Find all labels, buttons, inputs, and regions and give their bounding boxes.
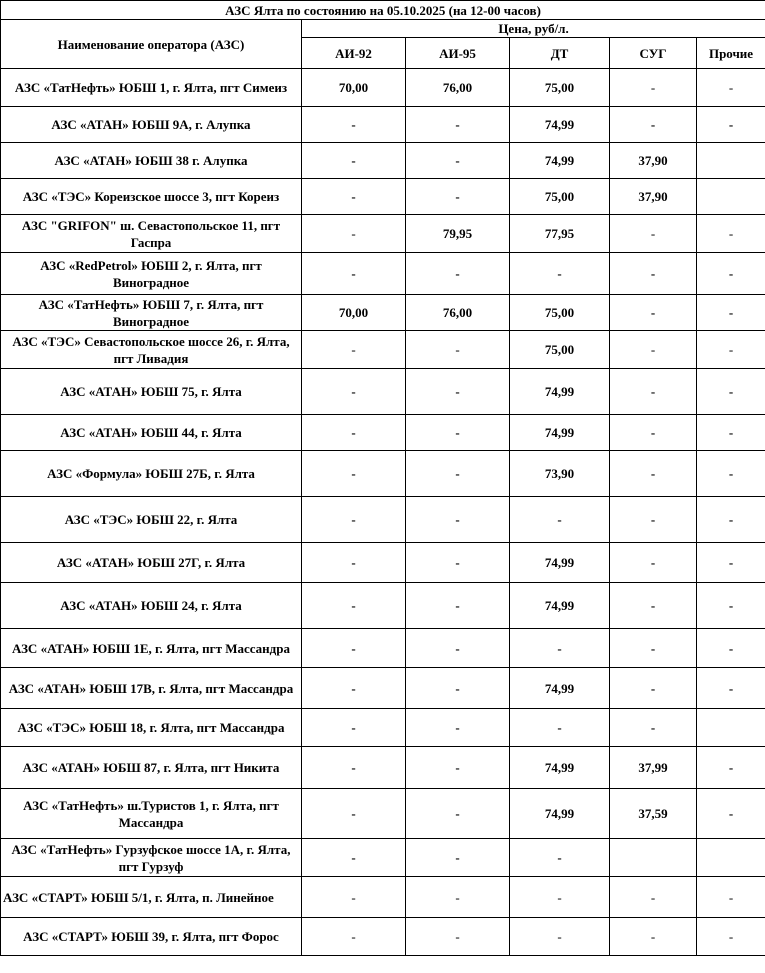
price-cell: - [406, 709, 510, 747]
operator-name-cell: АЗС «ТЭС» ЮБШ 22, г. Ялта [1, 497, 302, 543]
table-row [1, 583, 765, 629]
price-cell: 75,00 [510, 331, 610, 369]
price-cell: - [302, 918, 406, 956]
fuel-header-ai95: АИ-95 [406, 38, 510, 69]
price-cell: - [510, 877, 610, 918]
price-cell [697, 179, 765, 215]
table-row [1, 629, 765, 668]
price-cell: - [302, 331, 406, 369]
price-cell: - [302, 215, 406, 253]
price-cell: 74,99 [510, 143, 610, 179]
price-cell: - [697, 789, 765, 839]
price-cell: 70,00 [302, 295, 406, 331]
table-row [1, 789, 765, 839]
price-cell: - [610, 331, 697, 369]
price-cell: - [510, 839, 610, 877]
price-cell: - [510, 497, 610, 543]
price-cell: - [302, 877, 406, 918]
price-cell: 75,00 [510, 179, 610, 215]
price-cell: - [697, 107, 765, 143]
fuel-header-other: Прочие [697, 38, 765, 69]
operator-name-cell: АЗС «ТатНефть» ш.Туристов 1, г. Ялта, пгт Массандра [1, 789, 302, 839]
price-cell: - [697, 877, 765, 918]
price-cell: - [302, 497, 406, 543]
price-cell: - [697, 69, 765, 107]
table-row [1, 331, 765, 369]
price-cell: - [697, 331, 765, 369]
price-cell: - [406, 497, 510, 543]
price-cell: - [697, 215, 765, 253]
price-cell: - [406, 543, 510, 583]
operator-name-cell: АЗС «АТАН» ЮБШ 38 г. Алупка [1, 143, 302, 179]
table-row [1, 179, 765, 215]
operator-name-cell: АЗС «АТАН» ЮБШ 1Е, г. Ялта, пгт Массандра [1, 629, 302, 668]
price-cell: - [510, 918, 610, 956]
price-cell: 79,95 [406, 215, 510, 253]
price-cell: 74,99 [510, 107, 610, 143]
operator-name-cell: АЗС «ТатНефть» ЮБШ 7, г. Ялта, пгт Виноградное [1, 295, 302, 331]
price-cell: - [406, 629, 510, 668]
price-cell: 74,99 [510, 543, 610, 583]
price-cell: - [302, 253, 406, 295]
price-cell: 74,99 [510, 747, 610, 789]
price-cell: - [302, 107, 406, 143]
price-cell: - [302, 451, 406, 497]
price-cell [697, 143, 765, 179]
price-cell: - [406, 415, 510, 451]
price-cell: - [697, 543, 765, 583]
operator-name-cell: АЗС «АТАН» ЮБШ 44, г. Ялта [1, 415, 302, 451]
price-cell: 76,00 [406, 295, 510, 331]
price-cell: 74,99 [510, 789, 610, 839]
operator-name-cell: АЗС "GRIFON" ш. Севастопольское 11, пгт Гаспра [1, 215, 302, 253]
price-cell: - [610, 451, 697, 497]
table-row [1, 369, 765, 415]
price-cell: - [406, 143, 510, 179]
price-cell: - [610, 543, 697, 583]
table-row [1, 877, 765, 918]
table-row [1, 709, 765, 747]
price-cell: - [302, 583, 406, 629]
table-row [1, 747, 765, 789]
price-cell: - [302, 668, 406, 709]
table-row [1, 497, 765, 543]
operator-name-cell: АЗС «RedPetrol» ЮБШ 2, г. Ялта, пгт Виноградное [1, 253, 302, 295]
operator-name-cell: АЗС «ТЭС» ЮБШ 18, г. Ялта, пгт Массандра [1, 709, 302, 747]
price-cell: - [406, 668, 510, 709]
table-row [1, 918, 765, 956]
price-cell: - [697, 668, 765, 709]
price-cell: - [406, 877, 510, 918]
price-cell: - [697, 497, 765, 543]
operator-name-cell: АЗС «СТАРТ» ЮБШ 5/1, г. Ялта, п. Линейное [1, 877, 302, 918]
fuel-header-ai92: АИ-92 [302, 38, 406, 69]
price-cell: - [406, 918, 510, 956]
price-cell: - [406, 369, 510, 415]
price-cell: - [610, 497, 697, 543]
operator-column-header: Наименование оператора (АЗС) [1, 20, 302, 69]
price-cell: 74,99 [510, 415, 610, 451]
price-cell: 75,00 [510, 295, 610, 331]
table-title: АЗС Ялта по состоянию на 05.10.2025 (на 12-00 часов) [1, 1, 765, 20]
price-cell: - [302, 629, 406, 668]
operator-name-cell: АЗС «АТАН» ЮБШ 87, г. Ялта, пгт Никита [1, 747, 302, 789]
price-cell [610, 839, 697, 877]
price-cell: - [610, 877, 697, 918]
operator-name-cell: АЗС «ТатНефть» Гурзуфское шоссе 1А, г. Ялта, пгт Гурзуф [1, 839, 302, 877]
price-cell: - [406, 253, 510, 295]
price-cell: - [697, 629, 765, 668]
operator-name-cell: АЗС «АТАН» ЮБШ 24, г. Ялта [1, 583, 302, 629]
price-cell: - [406, 331, 510, 369]
price-cell: 70,00 [302, 69, 406, 107]
price-cell: - [302, 179, 406, 215]
price-cell: - [302, 143, 406, 179]
price-cell: - [406, 583, 510, 629]
price-cell: - [302, 415, 406, 451]
price-cell: 76,00 [406, 69, 510, 107]
operator-name-cell: АЗС «АТАН» ЮБШ 75, г. Ялта [1, 369, 302, 415]
operator-name-cell: АЗС «ТЭС» Кореизское шоссе 3, пгт Кореиз [1, 179, 302, 215]
price-cell: - [406, 107, 510, 143]
fuel-header-dt: ДТ [510, 38, 610, 69]
price-cell: 37,59 [610, 789, 697, 839]
price-cell: - [610, 215, 697, 253]
price-cell: - [610, 629, 697, 668]
operator-name-cell: АЗС «Формула» ЮБШ 27Б, г. Ялта [1, 451, 302, 497]
price-cell: - [610, 415, 697, 451]
table-row [1, 451, 765, 497]
price-cell: 75,00 [510, 69, 610, 107]
fuel-header-sug: СУГ [610, 38, 697, 69]
table-row [1, 543, 765, 583]
table-body [1, 69, 765, 956]
price-cell: - [302, 543, 406, 583]
price-cell: - [697, 583, 765, 629]
price-cell: 37,99 [610, 747, 697, 789]
table-row [1, 143, 765, 179]
price-cell [697, 839, 765, 877]
price-cell: - [302, 709, 406, 747]
price-cell: - [697, 918, 765, 956]
price-cell: 74,99 [510, 369, 610, 415]
table-row [1, 839, 765, 877]
price-cell: - [610, 295, 697, 331]
price-cell: 77,95 [510, 215, 610, 253]
price-cell: - [697, 415, 765, 451]
price-cell [697, 709, 765, 747]
operator-name-cell: АЗС «ТатНефть» ЮБШ 1, г. Ялта, пгт Симеиз [1, 69, 302, 107]
price-cell: - [406, 839, 510, 877]
price-cell: - [302, 369, 406, 415]
operator-name-cell: АЗС «ТЭС» Севастопольское шоссе 26, г. Ялта, пгт Ливадия [1, 331, 302, 369]
price-cell: - [697, 451, 765, 497]
price-cell: - [406, 747, 510, 789]
price-cell: - [610, 369, 697, 415]
price-cell: - [302, 747, 406, 789]
price-cell: - [610, 69, 697, 107]
price-cell: 74,99 [510, 583, 610, 629]
price-cell: - [697, 295, 765, 331]
table-row [1, 215, 765, 253]
price-cell: - [610, 107, 697, 143]
operator-name-cell: АЗС «АТАН» ЮБШ 27Г, г. Ялта [1, 543, 302, 583]
price-group-header: Цена, руб/л. [302, 20, 765, 38]
price-cell: - [302, 839, 406, 877]
operator-name-cell: АЗС «СТАРТ» ЮБШ 39, г. Ялта, пгт Форос [1, 918, 302, 956]
price-cell: 73,90 [510, 451, 610, 497]
price-cell: - [302, 789, 406, 839]
table-row [1, 253, 765, 295]
price-cell: - [610, 918, 697, 956]
operator-name-cell: АЗС «АТАН» ЮБШ 17В, г. Ялта, пгт Массандра [1, 668, 302, 709]
price-cell: - [697, 747, 765, 789]
price-cell: - [610, 709, 697, 747]
price-cell: - [510, 253, 610, 295]
price-cell: - [610, 253, 697, 295]
price-cell: - [406, 451, 510, 497]
table-row [1, 69, 765, 107]
price-cell: - [406, 789, 510, 839]
table-row [1, 107, 765, 143]
price-cell: 37,90 [610, 143, 697, 179]
price-cell: 74,99 [510, 668, 610, 709]
price-cell: - [510, 629, 610, 668]
price-cell: 37,90 [610, 179, 697, 215]
table-row [1, 415, 765, 451]
price-cell: - [610, 583, 697, 629]
price-cell: - [406, 179, 510, 215]
operator-name-cell: АЗС «АТАН» ЮБШ 9А, г. Алупка [1, 107, 302, 143]
table-row [1, 668, 765, 709]
price-cell: - [610, 668, 697, 709]
price-cell: - [510, 709, 610, 747]
price-cell: - [697, 253, 765, 295]
table-row [1, 295, 765, 331]
price-cell: - [697, 369, 765, 415]
